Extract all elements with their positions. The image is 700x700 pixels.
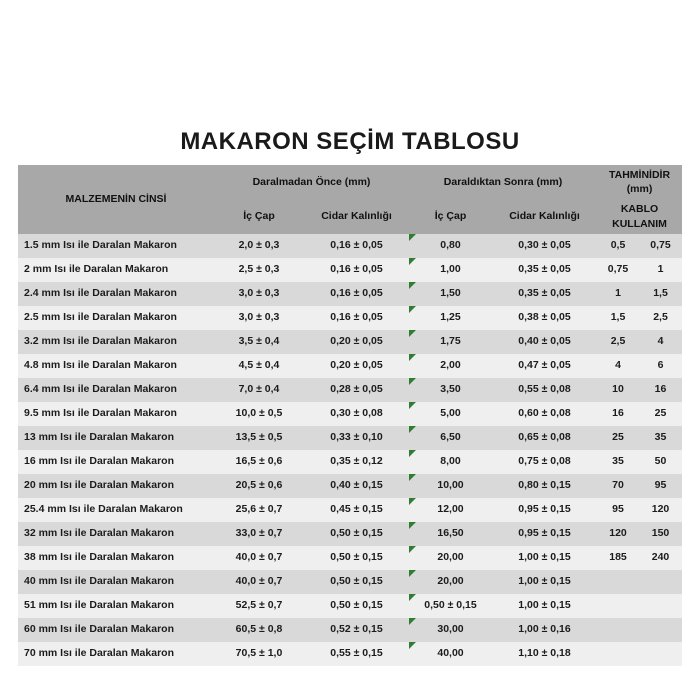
cell-after-wall-thickness: 1,00 ± 0,15 (492, 546, 597, 570)
col-header-before-wall-thickness: Cidar Kalınlığı (304, 199, 409, 233)
cell-cable-max (639, 594, 682, 618)
green-triangle-icon (409, 450, 416, 457)
table-row (18, 498, 682, 522)
cell-before-inner-diameter: 16,5 ± 0,6 (214, 450, 304, 474)
cell-after-inner-diameter: 1,50 (409, 282, 492, 306)
col-header-after-wall-thickness: Cidar Kalınlığı (492, 199, 597, 233)
cell-cable-max (639, 570, 682, 594)
table-row (18, 402, 682, 426)
cell-after-wall-thickness: 0,95 ± 0,15 (492, 522, 597, 546)
cell-before-wall-thickness: 0,35 ± 0,12 (304, 450, 409, 474)
cell-after-inner-diameter: 3,50 (409, 378, 492, 402)
cell-before-wall-thickness: 0,55 ± 0,15 (304, 642, 409, 666)
green-triangle-icon (409, 570, 416, 577)
table-row (18, 258, 682, 282)
cell-material-name: 2 mm Isı ile Daralan Makaron (18, 258, 214, 282)
cell-after-wall-thickness: 0,30 ± 0,05 (492, 234, 597, 258)
cell-after-inner-diameter: 10,00 (409, 474, 492, 498)
cell-cable-min: 1 (597, 282, 639, 306)
cell-cable-max: 0,75 (639, 234, 682, 258)
cell-material-name: 16 mm Isı ile Daralan Makaron (18, 450, 214, 474)
cell-before-inner-diameter: 2,5 ± 0,3 (214, 258, 304, 282)
table-row (18, 594, 682, 618)
cell-before-inner-diameter: 52,5 ± 0,7 (214, 594, 304, 618)
table-row (18, 234, 682, 258)
cell-before-wall-thickness: 0,45 ± 0,15 (304, 498, 409, 522)
green-triangle-icon (409, 498, 416, 505)
cell-cable-max: 1 (639, 258, 682, 282)
cell-material-name: 20 mm Isı ile Daralan Makaron (18, 474, 214, 498)
green-triangle-icon (409, 642, 416, 649)
cell-before-wall-thickness: 0,16 ± 0,05 (304, 306, 409, 330)
makaron-selection-table (18, 165, 682, 666)
cell-cable-max (639, 642, 682, 666)
cell-cable-max: 2,5 (639, 306, 682, 330)
table-body (18, 234, 682, 666)
table-row (18, 474, 682, 498)
cell-material-name: 9.5 mm Isı ile Daralan Makaron (18, 402, 214, 426)
green-triangle-icon (409, 618, 416, 625)
cell-before-inner-diameter: 70,5 ± 1,0 (214, 642, 304, 666)
cell-material-name: 38 mm Isı ile Daralan Makaron (18, 546, 214, 570)
cell-cable-max: 6 (639, 354, 682, 378)
cell-cable-min (597, 570, 639, 594)
green-triangle-icon (409, 282, 416, 289)
table-header (18, 165, 682, 234)
green-triangle-icon (409, 594, 416, 601)
cell-cable-max (639, 618, 682, 642)
green-triangle-icon (409, 522, 416, 529)
cell-after-wall-thickness: 1,10 ± 0,18 (492, 642, 597, 666)
cell-cable-min: 70 (597, 474, 639, 498)
cell-after-inner-diameter: 30,00 (409, 618, 492, 642)
cell-after-inner-diameter: 12,00 (409, 498, 492, 522)
cell-material-name: 13 mm Isı ile Daralan Makaron (18, 426, 214, 450)
cell-material-name: 2.5 mm Isı ile Daralan Makaron (18, 306, 214, 330)
cell-after-inner-diameter: 6,50 (409, 426, 492, 450)
cell-cable-min: 2,5 (597, 330, 639, 354)
green-triangle-icon (409, 306, 416, 313)
table-row (18, 570, 682, 594)
cell-cable-max: 50 (639, 450, 682, 474)
col-header-after-inner-diameter: İç Çap (409, 199, 492, 233)
table-row (18, 618, 682, 642)
cell-material-name: 70 mm Isı ile Daralan Makaron (18, 642, 214, 666)
cell-cable-min: 4 (597, 354, 639, 378)
cell-cable-min: 95 (597, 498, 639, 522)
cell-after-inner-diameter: 8,00 (409, 450, 492, 474)
table-row (18, 330, 682, 354)
table-row (18, 450, 682, 474)
cell-cable-max: 35 (639, 426, 682, 450)
cell-cable-max: 4 (639, 330, 682, 354)
cell-after-wall-thickness: 0,65 ± 0,08 (492, 426, 597, 450)
cell-cable-max: 25 (639, 402, 682, 426)
page-title: MAKARON SEÇİM TABLOSU (180, 128, 520, 155)
cell-cable-min: 35 (597, 450, 639, 474)
cell-cable-min: 0,5 (597, 234, 639, 258)
table-row (18, 378, 682, 402)
cell-cable-min: 10 (597, 378, 639, 402)
col-header-before-inner-diameter: İç Çap (214, 199, 304, 233)
cell-after-wall-thickness: 1,00 ± 0,15 (492, 570, 597, 594)
table-row (18, 306, 682, 330)
col-group-after-shrink: Daraldıktan Sonra (mm) (409, 165, 597, 199)
cell-material-name: 25.4 mm Isı ile Daralan Makaron (18, 498, 214, 522)
cell-before-inner-diameter: 3,5 ± 0,4 (214, 330, 304, 354)
cell-material-name: 32 mm Isı ile Daralan Makaron (18, 522, 214, 546)
col-header-material: MALZEMENİN CİNSİ (18, 165, 214, 234)
cell-before-wall-thickness: 0,50 ± 0,15 (304, 546, 409, 570)
cell-cable-max: 95 (639, 474, 682, 498)
cell-after-wall-thickness: 0,95 ± 0,15 (492, 498, 597, 522)
green-triangle-icon (409, 378, 416, 385)
cell-cable-min (597, 594, 639, 618)
green-triangle-icon (409, 258, 416, 265)
green-triangle-icon (409, 354, 416, 361)
cell-after-wall-thickness: 0,55 ± 0,08 (492, 378, 597, 402)
cell-material-name: 6.4 mm Isı ile Daralan Makaron (18, 378, 214, 402)
cell-material-name: 4.8 mm Isı ile Daralan Makaron (18, 354, 214, 378)
cell-before-wall-thickness: 0,50 ± 0,15 (304, 570, 409, 594)
cell-after-inner-diameter: 40,00 (409, 642, 492, 666)
cell-material-name: 2.4 mm Isı ile Daralan Makaron (18, 282, 214, 306)
cell-cable-min: 120 (597, 522, 639, 546)
table-row (18, 642, 682, 666)
cell-before-inner-diameter: 60,5 ± 0,8 (214, 618, 304, 642)
cell-before-wall-thickness: 0,30 ± 0,08 (304, 402, 409, 426)
cell-cable-max: 120 (639, 498, 682, 522)
cell-after-inner-diameter: 16,50 (409, 522, 492, 546)
table-row (18, 546, 682, 570)
green-triangle-icon (409, 426, 416, 433)
cell-after-inner-diameter: 0,50 ± 0,15 (409, 594, 492, 618)
cell-before-wall-thickness: 0,52 ± 0,15 (304, 618, 409, 642)
cell-after-wall-thickness: 0,60 ± 0,08 (492, 402, 597, 426)
cell-after-inner-diameter: 20,00 (409, 546, 492, 570)
green-triangle-icon (409, 474, 416, 481)
cell-cable-max: 240 (639, 546, 682, 570)
cell-before-inner-diameter: 20,5 ± 0,6 (214, 474, 304, 498)
col-group-estimate: TAHMİNİDİR (mm) (597, 165, 682, 199)
cell-after-inner-diameter: 0,80 (409, 234, 492, 258)
cell-after-wall-thickness: 0,40 ± 0,05 (492, 330, 597, 354)
cell-cable-min: 16 (597, 402, 639, 426)
table-row (18, 282, 682, 306)
cell-before-inner-diameter: 25,6 ± 0,7 (214, 498, 304, 522)
cell-before-inner-diameter: 33,0 ± 0,7 (214, 522, 304, 546)
cell-before-inner-diameter: 40,0 ± 0,7 (214, 570, 304, 594)
cell-before-wall-thickness: 0,50 ± 0,15 (304, 522, 409, 546)
cell-cable-min (597, 618, 639, 642)
cell-material-name: 40 mm Isı ile Daralan Makaron (18, 570, 214, 594)
green-triangle-icon (409, 330, 416, 337)
cell-before-inner-diameter: 10,0 ± 0,5 (214, 402, 304, 426)
green-triangle-icon (409, 402, 416, 409)
cell-before-wall-thickness: 0,16 ± 0,05 (304, 258, 409, 282)
col-header-cable-usage: KABLO KULLANIM (597, 199, 682, 233)
cell-before-wall-thickness: 0,16 ± 0,05 (304, 234, 409, 258)
cell-after-wall-thickness: 1,00 ± 0,16 (492, 618, 597, 642)
cell-after-wall-thickness: 0,47 ± 0,05 (492, 354, 597, 378)
cell-material-name: 51 mm Isı ile Daralan Makaron (18, 594, 214, 618)
cell-cable-min: 25 (597, 426, 639, 450)
cell-before-inner-diameter: 7,0 ± 0,4 (214, 378, 304, 402)
cell-before-inner-diameter: 3,0 ± 0,3 (214, 282, 304, 306)
col-group-before-shrink: Daralmadan Önce (mm) (214, 165, 409, 199)
cell-after-inner-diameter: 2,00 (409, 354, 492, 378)
cell-after-wall-thickness: 0,35 ± 0,05 (492, 282, 597, 306)
cell-after-inner-diameter: 1,75 (409, 330, 492, 354)
table-row (18, 426, 682, 450)
cell-before-wall-thickness: 0,28 ± 0,05 (304, 378, 409, 402)
cell-before-wall-thickness: 0,33 ± 0,10 (304, 426, 409, 450)
green-triangle-icon (409, 546, 416, 553)
cell-cable-min (597, 642, 639, 666)
cell-cable-max: 16 (639, 378, 682, 402)
cell-material-name: 3.2 mm Isı ile Daralan Makaron (18, 330, 214, 354)
cell-cable-min: 1,5 (597, 306, 639, 330)
cell-cable-max: 150 (639, 522, 682, 546)
selection-table-wrapper (18, 165, 682, 666)
table-row (18, 522, 682, 546)
green-triangle-icon (409, 234, 416, 241)
cell-after-inner-diameter: 20,00 (409, 570, 492, 594)
cell-after-wall-thickness: 0,35 ± 0,05 (492, 258, 597, 282)
cell-before-inner-diameter: 3,0 ± 0,3 (214, 306, 304, 330)
cell-after-wall-thickness: 0,75 ± 0,08 (492, 450, 597, 474)
cell-after-wall-thickness: 0,38 ± 0,05 (492, 306, 597, 330)
cell-after-wall-thickness: 0,80 ± 0,15 (492, 474, 597, 498)
cell-before-wall-thickness: 0,16 ± 0,05 (304, 282, 409, 306)
cell-before-inner-diameter: 40,0 ± 0,7 (214, 546, 304, 570)
cell-after-wall-thickness: 1,00 ± 0,15 (492, 594, 597, 618)
cell-after-inner-diameter: 1,25 (409, 306, 492, 330)
cell-after-inner-diameter: 1,00 (409, 258, 492, 282)
cell-material-name: 1.5 mm Isı ile Daralan Makaron (18, 234, 214, 258)
cell-before-wall-thickness: 0,50 ± 0,15 (304, 594, 409, 618)
cell-cable-max: 1,5 (639, 282, 682, 306)
table-row (18, 354, 682, 378)
cell-before-inner-diameter: 2,0 ± 0,3 (214, 234, 304, 258)
cell-before-inner-diameter: 4,5 ± 0,4 (214, 354, 304, 378)
cell-material-name: 60 mm Isı ile Daralan Makaron (18, 618, 214, 642)
cell-before-inner-diameter: 13,5 ± 0,5 (214, 426, 304, 450)
cell-after-inner-diameter: 5,00 (409, 402, 492, 426)
cell-before-wall-thickness: 0,20 ± 0,05 (304, 354, 409, 378)
cell-before-wall-thickness: 0,40 ± 0,15 (304, 474, 409, 498)
cell-cable-min: 0,75 (597, 258, 639, 282)
cell-before-wall-thickness: 0,20 ± 0,05 (304, 330, 409, 354)
cell-cable-min: 185 (597, 546, 639, 570)
